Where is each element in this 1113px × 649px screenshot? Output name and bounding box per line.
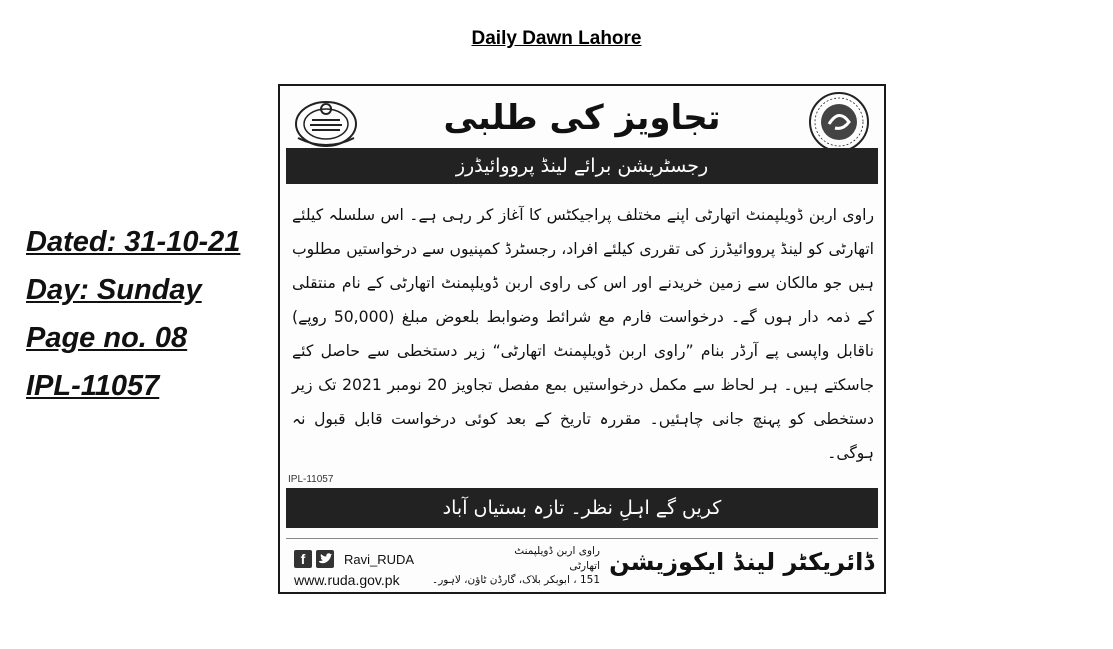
day-line: Day: Sunday [26, 274, 202, 306]
social-handle[interactable]: Ravi_RUDA [344, 551, 415, 567]
website-link[interactable]: www.ruda.gov.pk [294, 572, 400, 588]
registration-banner: رجسٹریشن برائے لینڈ پرووائیڈرز [286, 148, 878, 184]
footer-divider [286, 538, 878, 539]
ad-body-text: راوی اربن ڈویلپمنٹ اتھارٹی اپنے مختلف پراجیکٹس کا آغاز کر رہی ہے۔ اس سلسلہ کیلئے اتھارٹی کو لینڈ پرووائیڈرز کی تقرری کیلئے افراد، رجسٹرڈ کمپنیوں سے درخواستیں مطلوب ہیں جو مالکان سے زمین خریدنے اور اس کی راوی اربن ڈویلپمنٹ اتھارٹی کے نام منتقلی کے ذمہ دار ہوں گے۔ درخواست فارم مع شرائط وضوابط بلعوض مبلغ (50,000 روپے) ناقابل واپسی پے آرڈر بنام ”راوی اربن ڈویلپمنٹ اتھارٹی“ زیر دستخطی سے حاصل کئے جاسکتے ہیں۔ ہر لحاظ سے مکمل درخواستیں بمع مفصل تجاویز 20 نومبر 2021 تک زیر دستخطی کو پہنچ جانی چاہئیں۔ مقررہ تاریخ کے بعد کوئی درخواست قابل قبول نہ ہوگی۔ [292, 206, 874, 462]
ad-reference: IPL-11057 [288, 474, 334, 485]
twitter-icon[interactable] [316, 550, 334, 568]
publication-meta [26, 218, 240, 410]
advertisement [278, 84, 886, 594]
newspaper-title: Daily Dawn Lahore [471, 28, 642, 49]
office-address: 151 ، ابوبکر بلاک، گارڈن ٹاؤن، لاہور۔ [432, 574, 600, 586]
slogan-banner: کریں گے اہلِ نظر۔ تازہ بستیاں آباد [286, 488, 878, 528]
dated-line: Dated: 31-10-21 [26, 226, 241, 258]
ad-title: تجاویز کی طلبی [443, 98, 721, 138]
facebook-icon[interactable]: f [294, 550, 312, 568]
page-number-line: Page no. 08 [26, 322, 188, 354]
ruda-logo [802, 90, 876, 154]
director-signature: ڈائریکٹر لینڈ ایکوزیشن [609, 548, 874, 576]
social-links [294, 550, 414, 568]
ipl-number-line: IPL-11057 [26, 370, 160, 402]
office-name: راوی اربن ڈویلپمنٹ اتھارٹی [514, 545, 600, 572]
